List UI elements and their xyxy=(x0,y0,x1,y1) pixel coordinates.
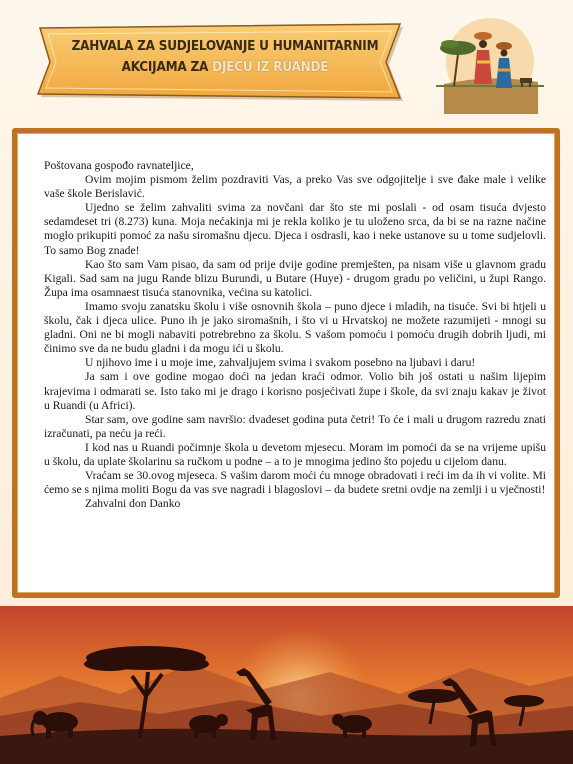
letter-body xyxy=(44,159,546,511)
savanna-sunset-illustration xyxy=(0,606,573,764)
title-banner xyxy=(34,22,406,102)
letter-paragraph-6: Ja sam i ove godine mogao doći na jedan kraći odmor. Volio bih još ostati u našim lijepim krajevima i odmarati se. Isto tako mi je drago i korisno posjećivati župe i škole, da svi znaju kakav je život u Ruandi (u Africi). xyxy=(44,370,546,412)
letter-paragraph-2: Ujedno se želim zahvaliti svima za novčani dar što ste mi poslali - od osam tisuća dvjesto sedamdeset tri (8.273) kuna. Moja nećakinja mi je rekla koliko je tu uloženo srca, da bi se na razne načine moglo prikupiti pomoć za našu siromašnu djecu. Djeca i osdrasli, kao i neke ustanove su u tome sudjelovli. To samo Bog znade! xyxy=(44,201,546,257)
banner-title-main: ZAHVALA ZA SUDJELOVANJE U HUMANITARNIM AKCIJAMA ZA xyxy=(71,39,379,75)
letter-paragraph-8: I kod nas u Ruandi počimnje škola u devetom mjesecu. Moram im pomoći da se na vrijeme upišu u školu, da uplate školarinu sa ručkom u podne – a to je mnogima jedino što pojedu u cijelom danu. xyxy=(44,440,546,468)
banner-title-highlight: DJECU IZ RUANDE xyxy=(212,60,329,75)
letter-paragraph-5: U njihovo ime i u moje ime, zahvaljujem svima i svakom posebno na ljubavi i daru! xyxy=(85,356,476,370)
letter-paragraph-1: Ovim mojim pismom želim pozdraviti Vas, a preko Vas sve odgojitelje i sve đake male i velike vaše škole Berislavić. xyxy=(44,173,546,201)
letter-paragraph-4: Imamo svoju zanatsku školu i više osnovnih škola – puno djece i mladih, na tisuće. Svi bi htjeli u školu, čak i djeca ulice. Puno ih je jako siromašnih, i što vi u Hrvatskoj ne možete razumijeti - mnogi su gladni. Oni ne bi mogli nabaviti potrebrebno za školu. S vašom pomoću i pomoću drugih dobrih ljudi, mi činimo sve da ne budu gladni i da mogu ići u školu. xyxy=(44,299,546,356)
letter-paragraph-9: Vraćam se 30.ovog mjeseca. S vašim darom moći ću mnoge obradovati i reći im da ih vi volite. Mi ćemo se s njima moliti Bogu da vas sve nagradi i blagoslovi – da budete sretni ovdje na zemlji i u vječnosti! xyxy=(44,469,546,497)
letter-card xyxy=(12,128,560,598)
banner-title xyxy=(62,36,388,78)
letter-paragraph-3: Kao što sam Vam pisao, da sam od prije dvije godine premješten, pa nisam više u glavnom gradu Kigali. Sad sam na jugu Rande blizu Burundi, u Butare (Huye) - drugom gradu po veličini, u župi Rango. Župa ima osamnaest tisuća stanovnika, većina su katolici. xyxy=(44,257,546,299)
letter-salutation: Poštovana gospođo ravnateljice, xyxy=(44,159,194,172)
africa-women-illustration xyxy=(436,14,544,114)
letter-signature: Zahvalni don Danko xyxy=(85,497,181,511)
letter-paragraph-7: Star sam, ove godine sam navršio: dvadeset godina puta četri! To će i mali u drugom razredu znati izračunati, pa neću ja reći. xyxy=(44,412,546,440)
